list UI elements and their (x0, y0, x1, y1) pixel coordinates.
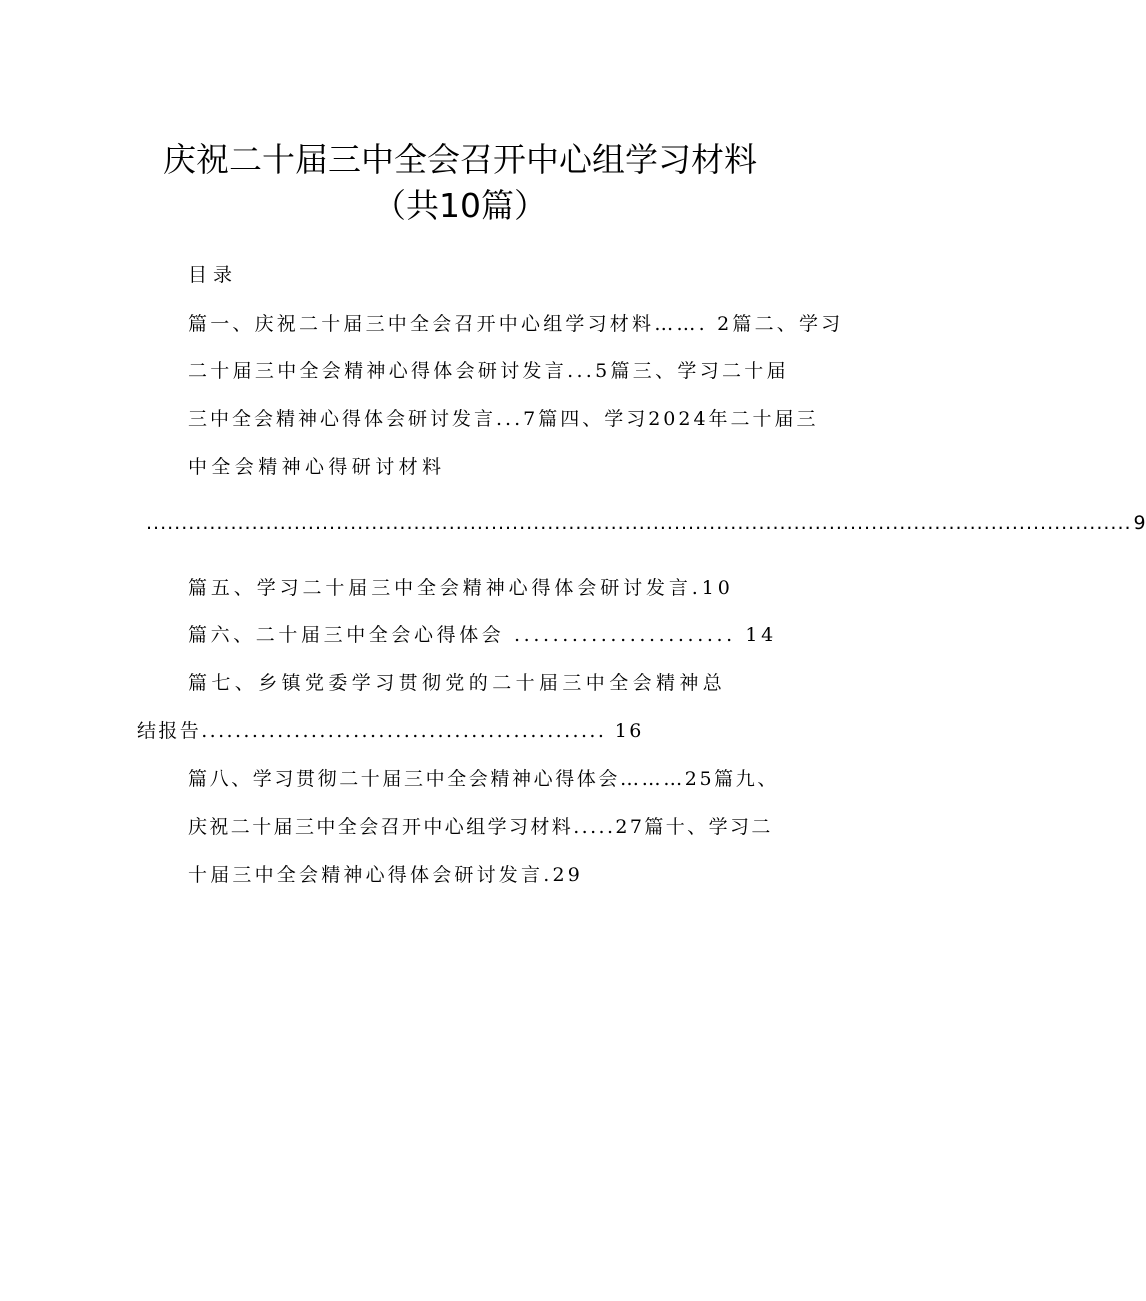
toc-line: 庆祝二十届三中全会召开中心组学习材料.....27篇十、学习二 (188, 816, 773, 838)
toc-line: 篇六、二十届三中全会心得体会 ....................... 14 (188, 624, 777, 646)
toc-line: 篇七、乡镇党委学习贯彻党的二十届三中全会精神总 (188, 672, 727, 694)
toc-line: 篇一、庆祝二十届三中全会召开中心组学习材料……. 2篇二、学习 (188, 313, 844, 335)
toc-page-number: 9 (1133, 512, 1146, 534)
toc-heading: 目录 (188, 264, 239, 286)
toc-line: 中全会精神心得研讨材料 (188, 456, 446, 478)
toc-dot-leader-line (146, 510, 1146, 536)
document-title: 庆祝二十届三中全会召开中心组学习材料 (163, 140, 757, 179)
document-subtitle: （共10篇） (373, 186, 547, 225)
dot-leader: ............................................................................................................................................ (146, 512, 1132, 534)
toc-line: 三中全会精神心得体会研讨发言...7篇四、学习2024年二十届三 (188, 408, 819, 430)
toc-line: 篇五、学习二十届三中全会精神心得体会研讨发言.10 (188, 577, 734, 599)
toc-line: 十届三中全会精神心得体会研讨发言.29 (188, 864, 584, 886)
toc-line: 篇八、学习贯彻二十届三中全会精神心得体会………25篇九、 (188, 768, 779, 790)
toc-line: 二十届三中全会精神心得体会研讨发言...5篇三、学习二十届 (188, 360, 789, 382)
toc-line: 结报告................................................ 16 (137, 720, 644, 742)
